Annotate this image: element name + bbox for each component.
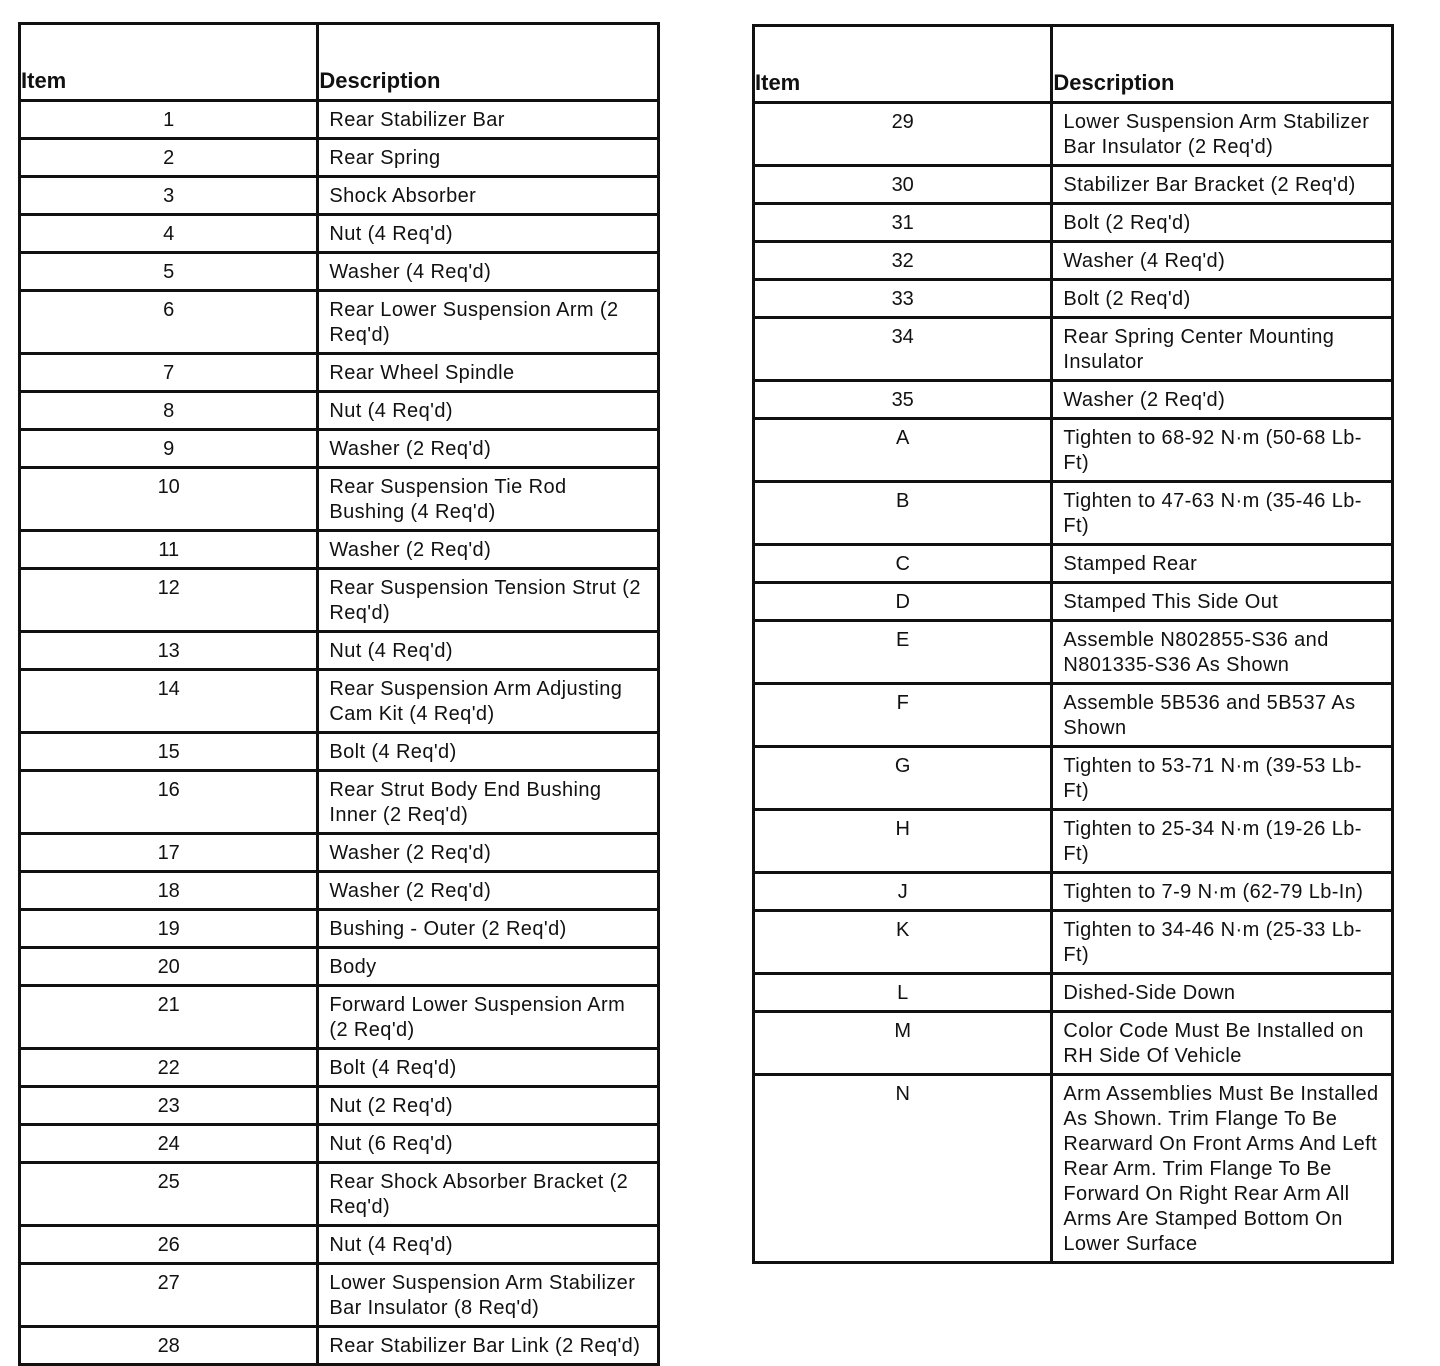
description-cell: Nut (4 Req'd) [318,632,659,670]
item-cell: 32 [754,242,1052,280]
table-row [754,911,1393,974]
description-cell: Washer (2 Req'd) [318,834,659,872]
table-row [754,1012,1393,1075]
description-cell: Nut (6 Req'd) [318,1125,659,1163]
description-cell: Bushing - Outer (2 Req'd) [318,910,659,948]
table-row [20,771,659,834]
description-cell: Washer (2 Req'd) [318,430,659,468]
item-cell: J [754,873,1052,911]
description-cell: Tighten to 7-9 N·m (62-79 Lb-In) [1052,873,1393,911]
description-cell: Body [318,948,659,986]
table-row [20,948,659,986]
table-row [754,810,1393,873]
item-column-header: Item [20,24,318,101]
item-cell: 34 [754,318,1052,381]
table-row [20,834,659,872]
item-cell: 30 [754,166,1052,204]
description-cell: Nut (2 Req'd) [318,1087,659,1125]
table-row [20,468,659,531]
table-row [754,280,1393,318]
table-header-row [20,24,659,101]
table-row [754,545,1393,583]
table-row [754,873,1393,911]
table-row [20,632,659,670]
description-cell: Dished-Side Down [1052,974,1393,1012]
table-row [20,1264,659,1327]
description-cell: Washer (4 Req'd) [1052,242,1393,280]
description-cell: Bolt (2 Req'd) [1052,204,1393,242]
item-column-header: Item [754,26,1052,103]
item-cell: 20 [20,948,318,986]
description-cell: Nut (4 Req'd) [318,215,659,253]
item-cell: 2 [20,139,318,177]
table-row [20,215,659,253]
table-row [20,910,659,948]
description-cell: Rear Strut Body End Bushing Inner (2 Req'd) [318,771,659,834]
item-cell: 27 [20,1264,318,1327]
table-row [20,1125,659,1163]
description-column-header: Description [318,24,659,101]
description-cell: Rear Suspension Arm Adjusting Cam Kit (4 Req'd) [318,670,659,733]
table-row [754,747,1393,810]
description-cell: Rear Lower Suspension Arm (2 Req'd) [318,291,659,354]
description-cell: Stamped Rear [1052,545,1393,583]
table-row [20,430,659,468]
item-cell: 35 [754,381,1052,419]
description-cell: Washer (4 Req'd) [318,253,659,291]
item-cell: 17 [20,834,318,872]
description-cell: Nut (4 Req'd) [318,1226,659,1264]
table-row [20,1327,659,1365]
table-row [754,974,1393,1012]
item-cell: 21 [20,986,318,1049]
table-row [754,166,1393,204]
description-cell: Tighten to 25-34 N·m (19-26 Lb-Ft) [1052,810,1393,873]
item-cell: 33 [754,280,1052,318]
item-cell: 22 [20,1049,318,1087]
description-cell: Assemble 5B536 and 5B537 As Shown [1052,684,1393,747]
item-cell: 11 [20,531,318,569]
description-cell: Rear Spring Center Mounting Insulator [1052,318,1393,381]
item-cell: D [754,583,1052,621]
description-cell: Lower Suspension Arm Stabilizer Bar Insulator (8 Req'd) [318,1264,659,1327]
item-cell: L [754,974,1052,1012]
table-row [20,177,659,215]
parts-table-left [18,22,660,1366]
description-cell: Tighten to 53-71 N·m (39-53 Lb-Ft) [1052,747,1393,810]
item-cell: 8 [20,392,318,430]
description-cell: Shock Absorber [318,177,659,215]
table-row [20,531,659,569]
table-row [754,242,1393,280]
item-cell: C [754,545,1052,583]
description-cell: Rear Suspension Tie Rod Bushing (4 Req'd) [318,468,659,531]
item-cell: 15 [20,733,318,771]
item-cell: G [754,747,1052,810]
table-row [754,318,1393,381]
table-header-row [754,26,1393,103]
item-cell: 5 [20,253,318,291]
item-cell: 3 [20,177,318,215]
item-cell: F [754,684,1052,747]
table-row [20,1087,659,1125]
description-cell: Rear Stabilizer Bar Link (2 Req'd) [318,1327,659,1365]
description-cell: Color Code Must Be Installed on RH Side Of Vehicle [1052,1012,1393,1075]
table-row [20,101,659,139]
table-row [754,103,1393,166]
item-cell: 28 [20,1327,318,1365]
description-cell: Rear Wheel Spindle [318,354,659,392]
table-row [20,733,659,771]
table-row [754,684,1393,747]
table-row [20,872,659,910]
table-row [754,482,1393,545]
table-row [754,204,1393,242]
table-row [20,569,659,632]
item-cell: 16 [20,771,318,834]
description-cell: Washer (2 Req'd) [318,531,659,569]
table-row [20,670,659,733]
item-cell: N [754,1075,1052,1263]
item-cell: E [754,621,1052,684]
item-cell: B [754,482,1052,545]
item-cell: 6 [20,291,318,354]
description-cell: Rear Shock Absorber Bracket (2 Req'd) [318,1163,659,1226]
item-cell: 26 [20,1226,318,1264]
table-row [754,621,1393,684]
item-cell: 19 [20,910,318,948]
description-cell: Bolt (2 Req'd) [1052,280,1393,318]
description-cell: Stamped This Side Out [1052,583,1393,621]
item-cell: A [754,419,1052,482]
item-cell: 4 [20,215,318,253]
table-row [20,291,659,354]
description-cell: Washer (2 Req'd) [318,872,659,910]
description-cell: Rear Stabilizer Bar [318,101,659,139]
description-cell: Bolt (4 Req'd) [318,1049,659,1087]
item-cell: 25 [20,1163,318,1226]
item-cell: 14 [20,670,318,733]
item-cell: K [754,911,1052,974]
item-cell: 1 [20,101,318,139]
table-row [754,1075,1393,1263]
description-cell: Rear Spring [318,139,659,177]
item-cell: M [754,1012,1052,1075]
item-cell: 23 [20,1087,318,1125]
description-cell: Stabilizer Bar Bracket (2 Req'd) [1052,166,1393,204]
item-cell: 10 [20,468,318,531]
item-cell: 9 [20,430,318,468]
description-cell: Forward Lower Suspension Arm (2 Req'd) [318,986,659,1049]
description-cell: Rear Suspension Tension Strut (2 Req'd) [318,569,659,632]
item-cell: H [754,810,1052,873]
description-cell: Bolt (4 Req'd) [318,733,659,771]
description-cell: Tighten to 68-92 N·m (50-68 Lb-Ft) [1052,419,1393,482]
table-row [754,381,1393,419]
item-cell: 24 [20,1125,318,1163]
table-row [754,419,1393,482]
description-cell: Nut (4 Req'd) [318,392,659,430]
table-row [20,1226,659,1264]
table-row [20,139,659,177]
table-row [20,1163,659,1226]
item-cell: 18 [20,872,318,910]
item-cell: 7 [20,354,318,392]
description-cell: Tighten to 34-46 N·m (25-33 Lb-Ft) [1052,911,1393,974]
item-cell: 29 [754,103,1052,166]
description-cell: Assemble N802855-S36 and N801335-S36 As Shown [1052,621,1393,684]
table-row [20,392,659,430]
description-cell: Washer (2 Req'd) [1052,381,1393,419]
item-cell: 12 [20,569,318,632]
parts-table-right [752,24,1394,1264]
item-cell: 31 [754,204,1052,242]
table-row [20,986,659,1049]
description-cell: Arm Assemblies Must Be Installed As Shown. Trim Flange To Be Rearward On Front Arms And Left Rear Arm. Trim Flange To Be Forward On Right Rear Arm All Arms Are Stamped Bottom On Lower Surface [1052,1075,1393,1263]
table-row [20,1049,659,1087]
table-row [754,583,1393,621]
table-row [20,253,659,291]
description-cell: Tighten to 47-63 N·m (35-46 Lb-Ft) [1052,482,1393,545]
description-column-header: Description [1052,26,1393,103]
item-cell: 13 [20,632,318,670]
description-cell: Lower Suspension Arm Stabilizer Bar Insulator (2 Req'd) [1052,103,1393,166]
table-row [20,354,659,392]
